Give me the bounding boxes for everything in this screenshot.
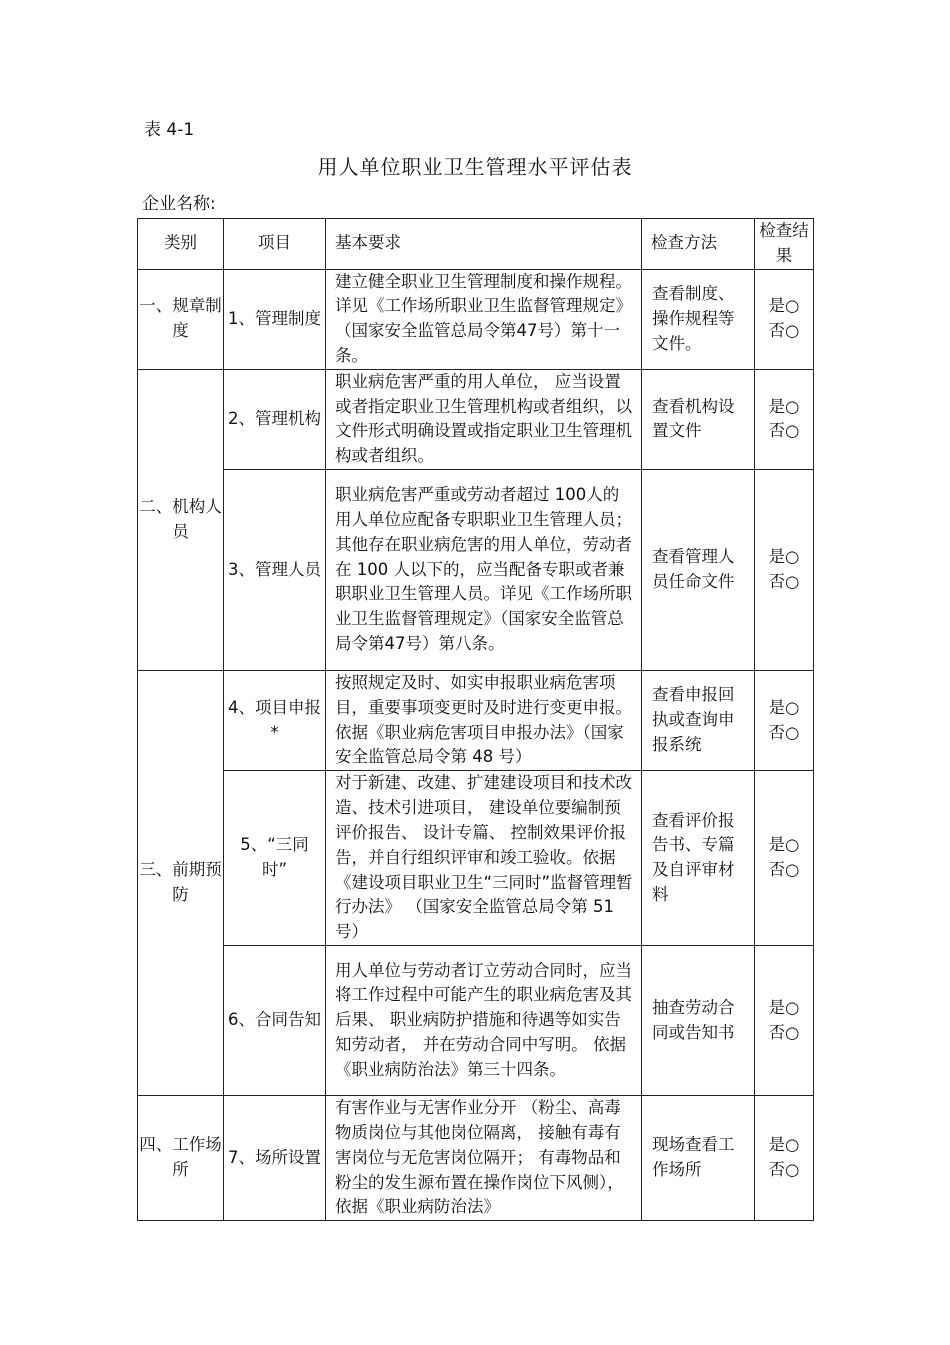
table-row (138, 946, 814, 1096)
result-yes-option[interactable]: 是○ (768, 296, 800, 316)
result-no-option[interactable]: 否○ (768, 860, 800, 880)
result-yes-option[interactable]: 是○ (768, 697, 800, 717)
result-yes-option[interactable]: 是○ (768, 835, 800, 855)
category-cell: 四、工作场所 (138, 1096, 224, 1221)
table-number-label: 表 4-1 (144, 120, 195, 140)
result-no-option[interactable]: 否○ (768, 571, 800, 591)
item-cell: 4、项目申报* (224, 670, 326, 770)
result-cell (755, 771, 814, 946)
table-row (138, 269, 814, 369)
company-name-label: 企业名称: (142, 194, 216, 214)
requirement-cell: 按照规定及时、如实申报职业病危害项目，重要事项变更时及时进行变更申报。依据《职业病危害项目申报办法》（国家安全监管总局令第 48 号） (326, 670, 642, 770)
result-no-option[interactable]: 否○ (768, 722, 800, 742)
header-result: 检查结果 (755, 219, 814, 270)
method-cell: 抽查劳动合同或告知书 (642, 946, 755, 1096)
requirement-cell: 有害作业与无害作业分开 （粉尘、高毒物质岗位与其他岗位隔离， 接触有毒有害岗位与无危害岗位隔开； 有毒物品和粉尘的发生源布置在操作岗位下风侧），依据《职业病防治法》 (326, 1096, 642, 1221)
requirement-cell: 用人单位与劳动者订立劳动合同时，应当将工作过程中可能产生的职业病危害及其后果、 职业病防护措施和待遇等如实告知劳动者， 并在劳动合同中写明。 依据《职业病防治法》第三十四条。 (326, 946, 642, 1096)
result-no-option[interactable]: 否○ (768, 1160, 800, 1180)
table-row (138, 771, 814, 946)
category-cell: 二、机构人员 (138, 369, 224, 670)
method-cell: 现场查看工作场所 (642, 1096, 755, 1221)
category-cell: 三、前期预防 (138, 670, 224, 1095)
requirement-cell: 职业病危害严重的用人单位， 应当设置或者指定职业卫生管理机构或者组织，以文件形式明确设置或指定职业卫生管理机构或者组织。 (326, 369, 642, 469)
result-cell (755, 946, 814, 1096)
item-cell: 5、“三同时” (224, 771, 326, 946)
method-cell: 查看机构设置文件 (642, 369, 755, 469)
result-no-option[interactable]: 否○ (768, 321, 800, 341)
table-row (138, 369, 814, 469)
result-yes-option[interactable]: 是○ (768, 1135, 800, 1155)
table-row (138, 670, 814, 770)
method-cell: 查看评价报告书、专篇及自评审材料 (642, 771, 755, 946)
header-method: 检查方法 (642, 219, 755, 270)
table-header-row (138, 219, 814, 270)
method-cell: 查看申报回执或查询申报系统 (642, 670, 755, 770)
item-cell: 7、场所设置 (224, 1096, 326, 1221)
item-cell: 2、管理机构 (224, 369, 326, 469)
result-cell (755, 469, 814, 670)
result-cell (755, 1096, 814, 1221)
result-cell (755, 670, 814, 770)
result-yes-option[interactable]: 是○ (768, 547, 800, 567)
header-category: 类别 (138, 219, 224, 270)
result-no-option[interactable]: 否○ (768, 1022, 800, 1042)
document-title: 用人单位职业卫生管理水平评估表 (317, 155, 633, 179)
item-cell: 1、管理制度 (224, 269, 326, 369)
requirement-cell: 对于新建、改建、扩建建设项目和技术改造、技术引进项目， 建设单位要编制预评价报告、 设计专篇、 控制效果评价报告，并自行组织评审和竣工验收。依据《建设项目职业卫生“三同时”监督管理暂行办法》 （国家安全监管总局令第 51 号） (326, 771, 642, 946)
result-yes-option[interactable]: 是○ (768, 997, 800, 1017)
method-cell: 查看制度、操作规程等文件。 (642, 269, 755, 369)
result-yes-option[interactable]: 是○ (768, 396, 800, 416)
method-cell: 查看管理人员任命文件 (642, 469, 755, 670)
requirement-cell: 建立健全职业卫生管理制度和操作规程。详见《工作场所职业卫生监督管理规定》（国家安全监管总局令第47号）第十一条。 (326, 269, 642, 369)
table-row (138, 469, 814, 670)
header-item: 项目 (224, 219, 326, 270)
item-cell: 6、合同告知 (224, 946, 326, 1096)
item-cell: 3、管理人员 (224, 469, 326, 670)
assessment-table (137, 218, 814, 1221)
table-row (138, 1096, 814, 1221)
requirement-cell: 职业病危害严重或劳动者超过 100人的用人单位应配备专职职业卫生管理人员；其他存在职业病危害的用人单位，劳动者在 100 人以下的，应当配备专职或者兼职职业卫生管理人员。详见《工作场所职业卫生监督管理规定》（国家安全监管总局令第47号）第八条。 (326, 469, 642, 670)
header-requirement: 基本要求 (326, 219, 642, 270)
category-cell: 一、规章制度 (138, 269, 224, 369)
result-cell (755, 369, 814, 469)
result-no-option[interactable]: 否○ (768, 421, 800, 441)
result-cell (755, 269, 814, 369)
